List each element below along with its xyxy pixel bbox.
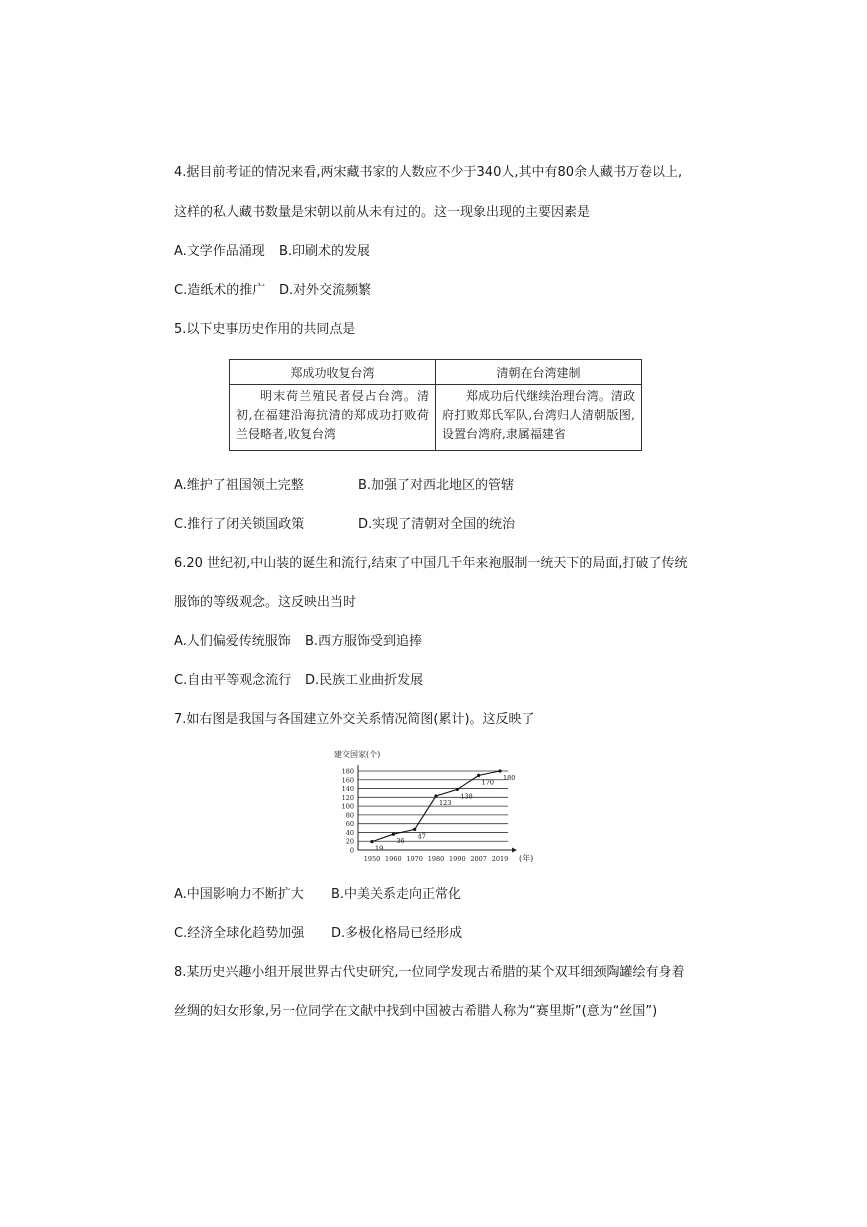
chart-x-axis-arrow — [512, 848, 517, 853]
chart-data-label: 138 — [460, 792, 473, 801]
chart-data-label: 180 — [503, 774, 516, 782]
chart-y-tick-label: 0 — [349, 846, 354, 855]
chart-data-point — [392, 833, 395, 836]
q6-stem-line2: 服饰的等级观念。这反映出当时 — [174, 595, 357, 610]
q6-option-a: A.人们偏爱传统服饰 — [174, 634, 291, 649]
chart-x-tick-label: 2019 — [491, 855, 509, 863]
chart-x-tick-label: 1960 — [385, 855, 402, 863]
chart-data-label: 19 — [375, 844, 384, 853]
q4-stem-line2: 这样的私人藏书数量是宋朝以前从未有过的。这一现象出现的主要因素是 — [174, 205, 591, 220]
q5-option-a: A.维护了祖国领土完整 — [174, 478, 304, 493]
q5-history-table — [229, 359, 642, 451]
chart-data-label: 123 — [439, 799, 452, 808]
chart-y-tick-label: 100 — [341, 802, 354, 811]
chart-x-axis-label: (年) — [519, 854, 534, 863]
chart-y-tick-label: 80 — [345, 811, 354, 820]
q4-option-c: C.造纸术的推广 — [174, 283, 266, 298]
chart-data-point — [413, 828, 416, 831]
chart-x-tick-label: 1990 — [449, 855, 466, 863]
q7-option-b: B.中美关系走向正常化 — [331, 887, 462, 902]
chart-y-ticks — [342, 768, 354, 855]
q4-option-d: D.对外交流频繁 — [279, 283, 372, 298]
chart-data-point — [477, 774, 480, 777]
table-header-qing: 清朝在台湾建制 — [436, 360, 642, 385]
q8-stem-line1: 8.某历史兴趣小组开展世界古代史研究,一位同学发现古希腊的某个双耳细颈陶罐绘有身着 — [174, 965, 685, 980]
chart-data-point — [434, 794, 437, 797]
chart-data-label: 47 — [417, 832, 426, 841]
q6-option-b: B.西方服饰受到追捧 — [305, 634, 423, 649]
diplomatic-relations-chart — [328, 748, 543, 866]
table-cell-zheng: 明末荷兰殖民者侵占台湾。清初,在福建沿海抗清的郑成功打败荷兰侵略者,收复台湾 — [230, 385, 436, 451]
q7-option-d: D.多极化格局已经形成 — [331, 926, 463, 941]
q6-option-c: C.自由平等观念流行 — [174, 673, 292, 688]
q5-option-b: B.加强了对西北地区的管辖 — [358, 478, 515, 493]
q4-option-b: B.印刷术的发展 — [279, 244, 371, 259]
chart-data-label: 36 — [396, 837, 405, 846]
chart-y-axis-label: 建交国家(个) — [334, 750, 381, 759]
q7-option-c: C.经济全球化趋势加强 — [174, 926, 305, 941]
q6-stem-line1: 6.20 世纪初,中山装的诞生和流行,结束了中国几千年来袍服制一统天下的局面,打破了传统 — [174, 556, 688, 571]
q4-stem-line1: 4.据目前考证的情况来看,两宋藏书家的人数应不少于340人,其中有80余人藏书万卷以上, — [174, 165, 683, 180]
q4-option-a: A.文学作品涌现 — [174, 244, 265, 259]
chart-x-tick-label: 1970 — [406, 855, 423, 863]
chart-y-tick-label: 60 — [345, 820, 354, 829]
chart-y-tick-label: 160 — [341, 776, 354, 785]
chart-y-tick-label: 120 — [341, 793, 354, 802]
chart-data-point — [370, 840, 373, 843]
chart-x-tick-label: 1980 — [427, 855, 445, 863]
chart-x-ticks — [364, 855, 509, 863]
chart-x-tick-label: 1950 — [363, 855, 381, 863]
q5-option-c: C.推行了闭关锁国政策 — [174, 517, 305, 532]
chart-y-tick-label: 20 — [345, 837, 354, 846]
chart-data-point — [498, 769, 501, 772]
q7-option-a: A.中国影响力不断扩大 — [174, 887, 304, 902]
table-header-zheng: 郑成功收复台湾 — [230, 360, 436, 385]
chart-data-label: 170 — [481, 778, 495, 787]
q5-stem: 5.以下史事历史作用的共同点是 — [174, 322, 356, 337]
q7-stem: 7.如右图是我国与各国建立外交关系情况简图(累计)。这反映了 — [174, 712, 535, 727]
chart-y-tick-label: 140 — [341, 785, 354, 794]
table-cell-qing: 郑成功后代继续治理台湾。清政府打败郑氏军队,台湾归人清朝版图,设置台湾府,隶属福建省 — [436, 385, 642, 451]
chart-y-tick-label: 180 — [341, 767, 354, 776]
chart-x-tick-label: 2007 — [470, 855, 487, 863]
q5-option-d: D.实现了清朝对全国的统治 — [358, 517, 516, 532]
chart-series — [370, 769, 515, 852]
q6-option-d: D.民族工业曲折发展 — [305, 673, 424, 688]
chart-y-tick-label: 40 — [345, 828, 354, 837]
chart-data-point — [456, 788, 459, 791]
q8-stem-line2: 丝绸的妇女形象,另一位同学在文献中找到中国被古希腊人称为“赛里斯”(意为“丝国”) — [174, 1004, 658, 1019]
